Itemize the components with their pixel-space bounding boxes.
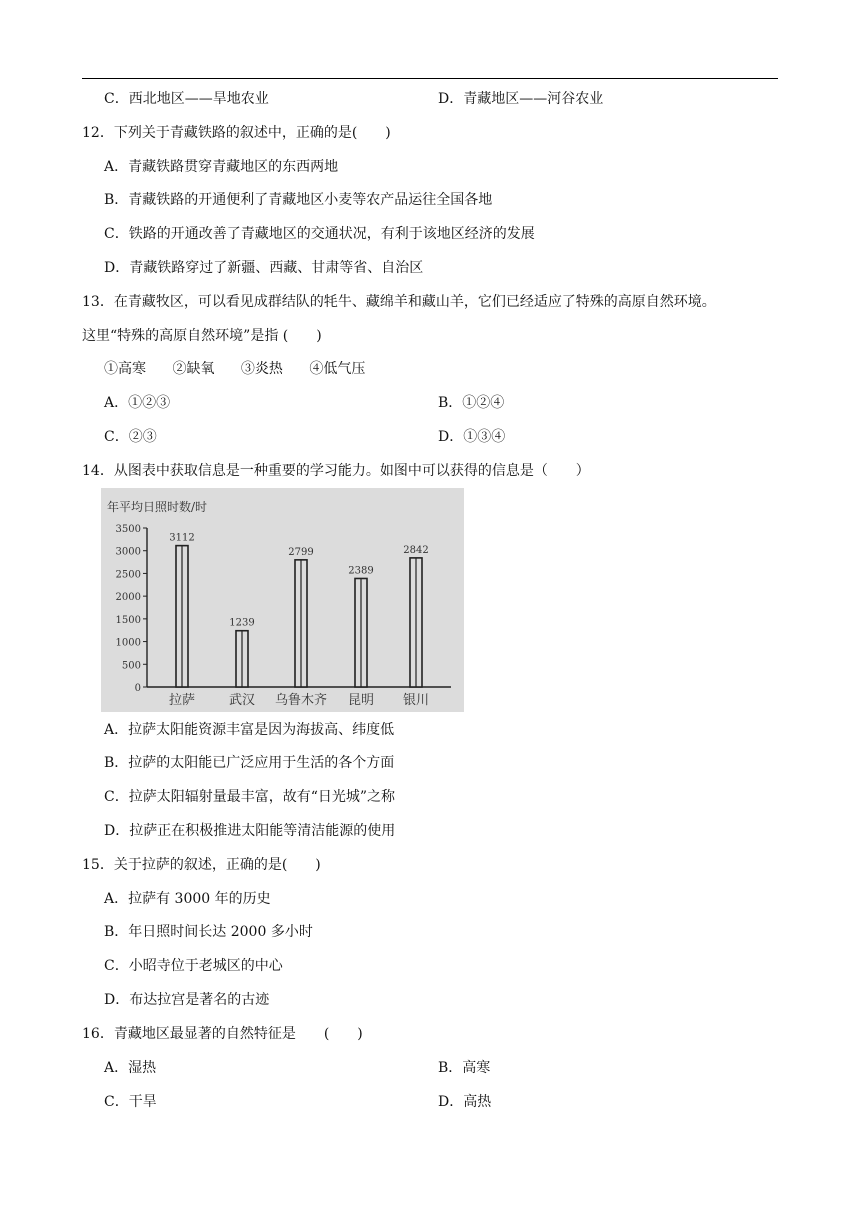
q13-option-a: A．①②③ (104, 395, 171, 411)
data-label: 3112 (169, 532, 195, 544)
q15-option-c: C．小昭寺位于老城区的中心 (104, 958, 283, 974)
q16-option-a: A．湿热 (104, 1060, 157, 1076)
q15-option-a: A．拉萨有 3000 年的历史 (104, 891, 271, 907)
y-tick-label: 2500 (115, 569, 141, 581)
q14-option-c: C．拉萨太阳辐射量最丰富，故有“日光城”之称 (104, 789, 396, 805)
q13-items (104, 359, 387, 379)
y-tick-label: 3000 (115, 546, 141, 558)
q13-stem-line2: 这里“特殊的高原自然环境”是指 ( ) (82, 328, 322, 344)
q13-item-4: ④低气压 (309, 361, 366, 377)
q15-option-b: B．年日照时间长达 2000 多小时 (104, 924, 313, 940)
q12-stem: 12．下列关于青藏铁路的叙述中，正确的是( ) (82, 125, 391, 141)
q11-option-c: C．西北地区——旱地农业 (104, 91, 269, 107)
q15-stem: 15．关于拉萨的叙述，正确的是( ) (82, 857, 321, 873)
q14-option-a: A．拉萨太阳能资源丰富是因为海拔高、纬度低 (104, 722, 395, 738)
q16-stem: 16．青藏地区最显著的自然特征是 ( ) (82, 1026, 363, 1042)
q11-option-d: D．青藏地区——河谷农业 (438, 91, 604, 107)
data-label: 2389 (348, 565, 374, 577)
chart-canvas (101, 488, 464, 712)
q13-item-3: ③炎热 (240, 361, 283, 377)
q14-option-d: D．拉萨正在积极推进太阳能等清洁能源的使用 (104, 823, 396, 839)
q16-option-b: B．高寒 (438, 1060, 491, 1076)
data-label: 2842 (403, 544, 429, 556)
q12-option-c: C．铁路的开通改善了青藏地区的交通状况，有利于该地区经济的发展 (104, 226, 535, 242)
y-tick-label: 3500 (115, 524, 141, 535)
q13-option-d: D．①③④ (438, 429, 506, 445)
q13-option-c: C．②③ (104, 429, 157, 445)
y-tick-label: 0 (134, 683, 141, 694)
q14-stem: 14．从图表中获取信息是一种重要的学习能力。如图中可以获得的信息是（ ） (82, 463, 590, 479)
q13-item-1: ①高寒 (104, 361, 146, 377)
category-label: 银川 (402, 693, 430, 708)
sunshine-hours-chart (101, 488, 464, 712)
q15-option-d: D．布达拉宫是著名的古迹 (104, 992, 270, 1008)
q16-option-d: D．高热 (438, 1094, 492, 1110)
category-label: 昆明 (347, 693, 375, 708)
y-tick-label: 500 (121, 660, 141, 672)
q13-item-2: ②缺氧 (172, 361, 215, 377)
category-label: 乌鲁木齐 (274, 693, 328, 708)
q14-option-b: B．拉萨的太阳能已广泛应用于生活的各个方面 (104, 755, 395, 771)
category-label: 武汉 (228, 693, 256, 708)
category-label: 拉萨 (168, 693, 196, 708)
chart-title: 年平均日照时数/时 (107, 500, 208, 514)
y-tick-label: 2000 (115, 592, 141, 604)
data-label: 2799 (288, 546, 314, 558)
q16-option-c: C．干旱 (104, 1094, 157, 1110)
header-rule (82, 78, 778, 79)
y-tick-label: 1000 (115, 637, 141, 649)
q13-option-b: B．①②④ (438, 395, 505, 411)
y-tick-label: 1500 (115, 614, 141, 626)
q12-option-d: D．青藏铁路穿过了新疆、西藏、甘肃等省、自治区 (104, 260, 424, 276)
q12-option-a: A．青藏铁路贯穿青藏地区的东西两地 (104, 159, 339, 175)
data-label: 1239 (229, 617, 255, 629)
q12-option-b: B．青藏铁路的开通便利了青藏地区小麦等农产品运往全国各地 (104, 192, 493, 208)
q13-stem-line1: 13．在青藏牧区，可以看见成群结队的牦牛、藏绵羊和藏山羊，它们已经适应了特殊的高原自然环境。 (82, 294, 716, 310)
